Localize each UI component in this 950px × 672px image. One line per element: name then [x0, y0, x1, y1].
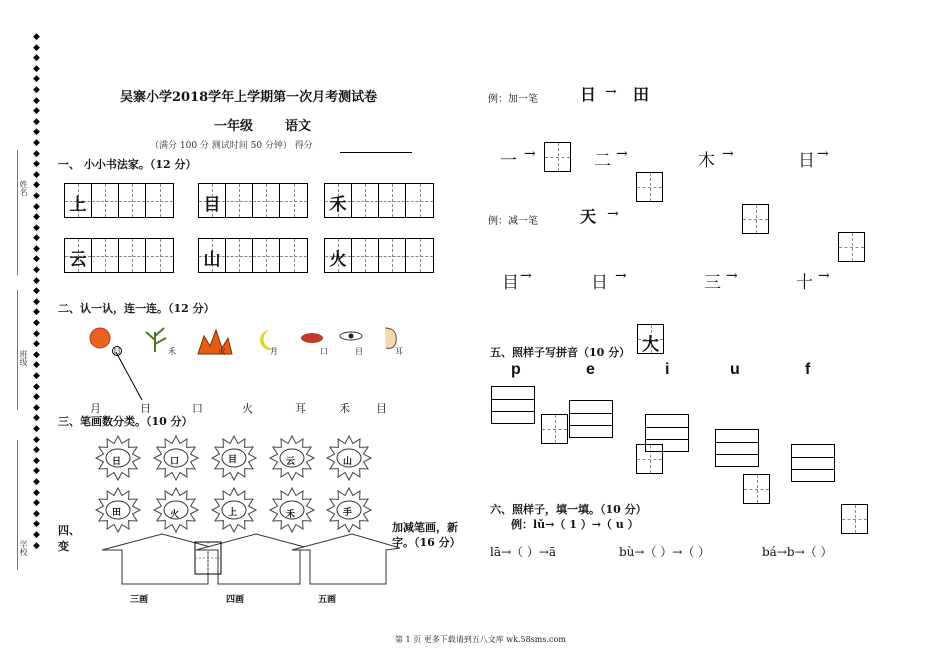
grid-char: 上 [69, 195, 87, 215]
answer-box[interactable] [742, 204, 769, 234]
fill-item-1[interactable]: lā→（ ）→ā [490, 545, 557, 559]
match-word-6: 禾 [339, 402, 350, 415]
binding-diamonds: ◆ ◆ ◆ ◆ ◆ ◆ ◆ ◆ ◆ ◆ ◆ ◆ ◆ ◆ ◆ ◆ ◆ ◆ ◆ ◆ ◆ ◆ ◆ ◆ ◆ ◆ ◆ ◆ ◆ ◆ ◆ ◆ ◆ ◆ ◆ ◆ ◆ ◆ ◆ ◆ ◆ ◆ ◆ ◆ ◆ ◆ ◆ ◆ ◆ [33, 32, 40, 551]
sun-char: 禾 [286, 510, 296, 520]
section-4-heading-2: 变 [58, 540, 69, 553]
arrow-icon: → [817, 146, 829, 162]
name-line [17, 150, 18, 275]
writing-grid-3[interactable] [324, 183, 434, 218]
example-sub-label: 例：减一笔 [488, 216, 538, 227]
match-line [116, 352, 142, 400]
pic-char-2: 禾 [168, 347, 176, 356]
sub-item-3: 三 [704, 273, 721, 293]
section-6-example: 例：lǔ→（ 1 ）→（ u ） [511, 518, 639, 531]
house-label: 五画 [318, 595, 337, 605]
match-word-4: 火 [242, 402, 253, 415]
arrow-icon: → [520, 268, 532, 284]
add-item-4: 日 [798, 151, 815, 171]
score-info: （满分 100 分 测试时间 50 分钟） 得分 [150, 141, 313, 151]
example-sub-to: 大 [642, 335, 659, 355]
class-label: 班级 [19, 350, 28, 366]
grid-char: 山 [203, 250, 221, 270]
add-item-1: 一 [500, 151, 517, 171]
writing-grid-5[interactable] [198, 238, 308, 273]
section-4-instruction: 加减笔画，新字。（16 分） [392, 521, 461, 549]
grid-char: 云 [69, 250, 87, 270]
match-word-3: 口 [192, 402, 203, 415]
fire-picture-icon [198, 330, 232, 354]
arrow-icon: → [607, 206, 619, 222]
sun-char: 田 [112, 508, 122, 518]
sun-picture-icon [90, 328, 110, 348]
writing-grid-1[interactable] [64, 183, 174, 218]
house-diagrams [100, 528, 400, 588]
mouth-picture-icon [301, 333, 323, 343]
pic-char-1: 日 [113, 347, 121, 356]
pinyin-writing-lines[interactable] [569, 400, 613, 438]
arrow-icon: → [818, 268, 830, 284]
writing-grid-2[interactable] [198, 183, 308, 218]
sun-char: 上 [228, 508, 238, 518]
sun-char: 山 [343, 457, 353, 467]
subject-label: 语文 [285, 119, 312, 134]
answer-box[interactable] [636, 172, 663, 202]
section-5-heading: 五、照样子写拼音（10 分） [490, 346, 631, 359]
sun-char: 口 [170, 457, 180, 467]
section-6-heading: 六、照样子，填一填。（10 分） [490, 503, 647, 516]
answer-box[interactable] [541, 414, 568, 444]
example-sub-box [637, 324, 664, 354]
exam-title: 吴寨小学2018学年上学期第一次月考测试卷 [120, 90, 378, 105]
arrow-icon: → [722, 146, 734, 162]
score-line [340, 152, 412, 153]
section-4-heading: 四、 [58, 524, 80, 537]
house-label: 四画 [226, 595, 245, 605]
pinyin-letter: u [730, 361, 740, 378]
answer-box[interactable] [544, 142, 571, 172]
match-word-5: 耳 [295, 402, 306, 415]
page-footer: 第 1 页 更多下载请到五八文库 wk.58sms.com [395, 635, 566, 644]
example-add-from: 日 [580, 85, 597, 104]
fill-item-2[interactable]: bù→（ ）→（ ） [619, 545, 711, 559]
answer-box[interactable] [743, 474, 770, 504]
grade-label: 一年级 [214, 119, 254, 134]
name-label: 姓名 [19, 180, 28, 196]
picture-row [80, 322, 410, 402]
arrow-icon: → [524, 146, 536, 162]
pinyin-writing-lines[interactable] [645, 414, 689, 452]
pic-char-5: 口 [320, 347, 328, 356]
pinyin-letter: e [586, 361, 595, 378]
sub-item-1: 目 [502, 273, 519, 293]
section-1-heading: 一、 小小书法家。（12 分） [58, 158, 197, 171]
section-2-heading: 二、认一认，连一连。（12 分） [58, 302, 215, 315]
example-add-label: 例：加一笔 [488, 94, 538, 105]
house-label: 三画 [130, 595, 149, 605]
sun-grid [88, 434, 388, 534]
arrow-icon: → [616, 146, 628, 162]
pic-char-3: 火 [218, 347, 226, 356]
grain-picture-icon [146, 328, 166, 352]
add-item-2: 二 [594, 151, 611, 171]
sun-char: 日 [112, 457, 122, 467]
section-3-heading: 三、笔画数分类。（10 分） [58, 415, 193, 428]
pic-char-6: 目 [355, 347, 363, 356]
school-label: 学校 [19, 540, 28, 556]
writing-grid-4[interactable] [64, 238, 174, 273]
match-word-7: 目 [376, 402, 387, 415]
fill-item-3[interactable]: bá→b→（ ） [762, 545, 833, 559]
pinyin-writing-lines[interactable] [491, 386, 535, 424]
sun-char: 火 [170, 510, 180, 520]
pic-char-7: 耳 [395, 347, 403, 356]
writing-grid-6[interactable] [324, 238, 434, 273]
arrow-icon: → [726, 268, 738, 284]
house-icon [292, 534, 400, 584]
pinyin-letter: f [805, 361, 811, 378]
answer-box[interactable] [838, 232, 865, 262]
match-dot[interactable] [112, 346, 122, 356]
grid-char: 禾 [329, 195, 347, 215]
pic-char-4: 月 [270, 347, 278, 356]
pinyin-writing-lines[interactable] [715, 429, 759, 467]
match-word-1: 月 [90, 402, 101, 415]
grid-char: 火 [329, 250, 347, 270]
example-sub-from: 天 [580, 207, 597, 226]
answer-box[interactable] [841, 504, 868, 534]
sub-item-2: 日 [591, 273, 608, 293]
sun-char: 云 [286, 457, 296, 467]
arrow-icon: → [605, 84, 617, 100]
pinyin-letter: i [665, 361, 670, 378]
pinyin-letter: p [511, 361, 521, 378]
pinyin-writing-lines[interactable] [791, 444, 835, 482]
sub-item-4: 十 [796, 273, 813, 293]
arrow-icon: → [615, 268, 627, 284]
sun-char: 目 [228, 455, 238, 465]
sun-char: 手 [343, 508, 353, 518]
example-add-to: 田 [633, 85, 650, 104]
grid-char: 目 [203, 195, 221, 215]
add-item-3: 木 [698, 151, 715, 171]
match-word-2: 日 [140, 402, 151, 415]
